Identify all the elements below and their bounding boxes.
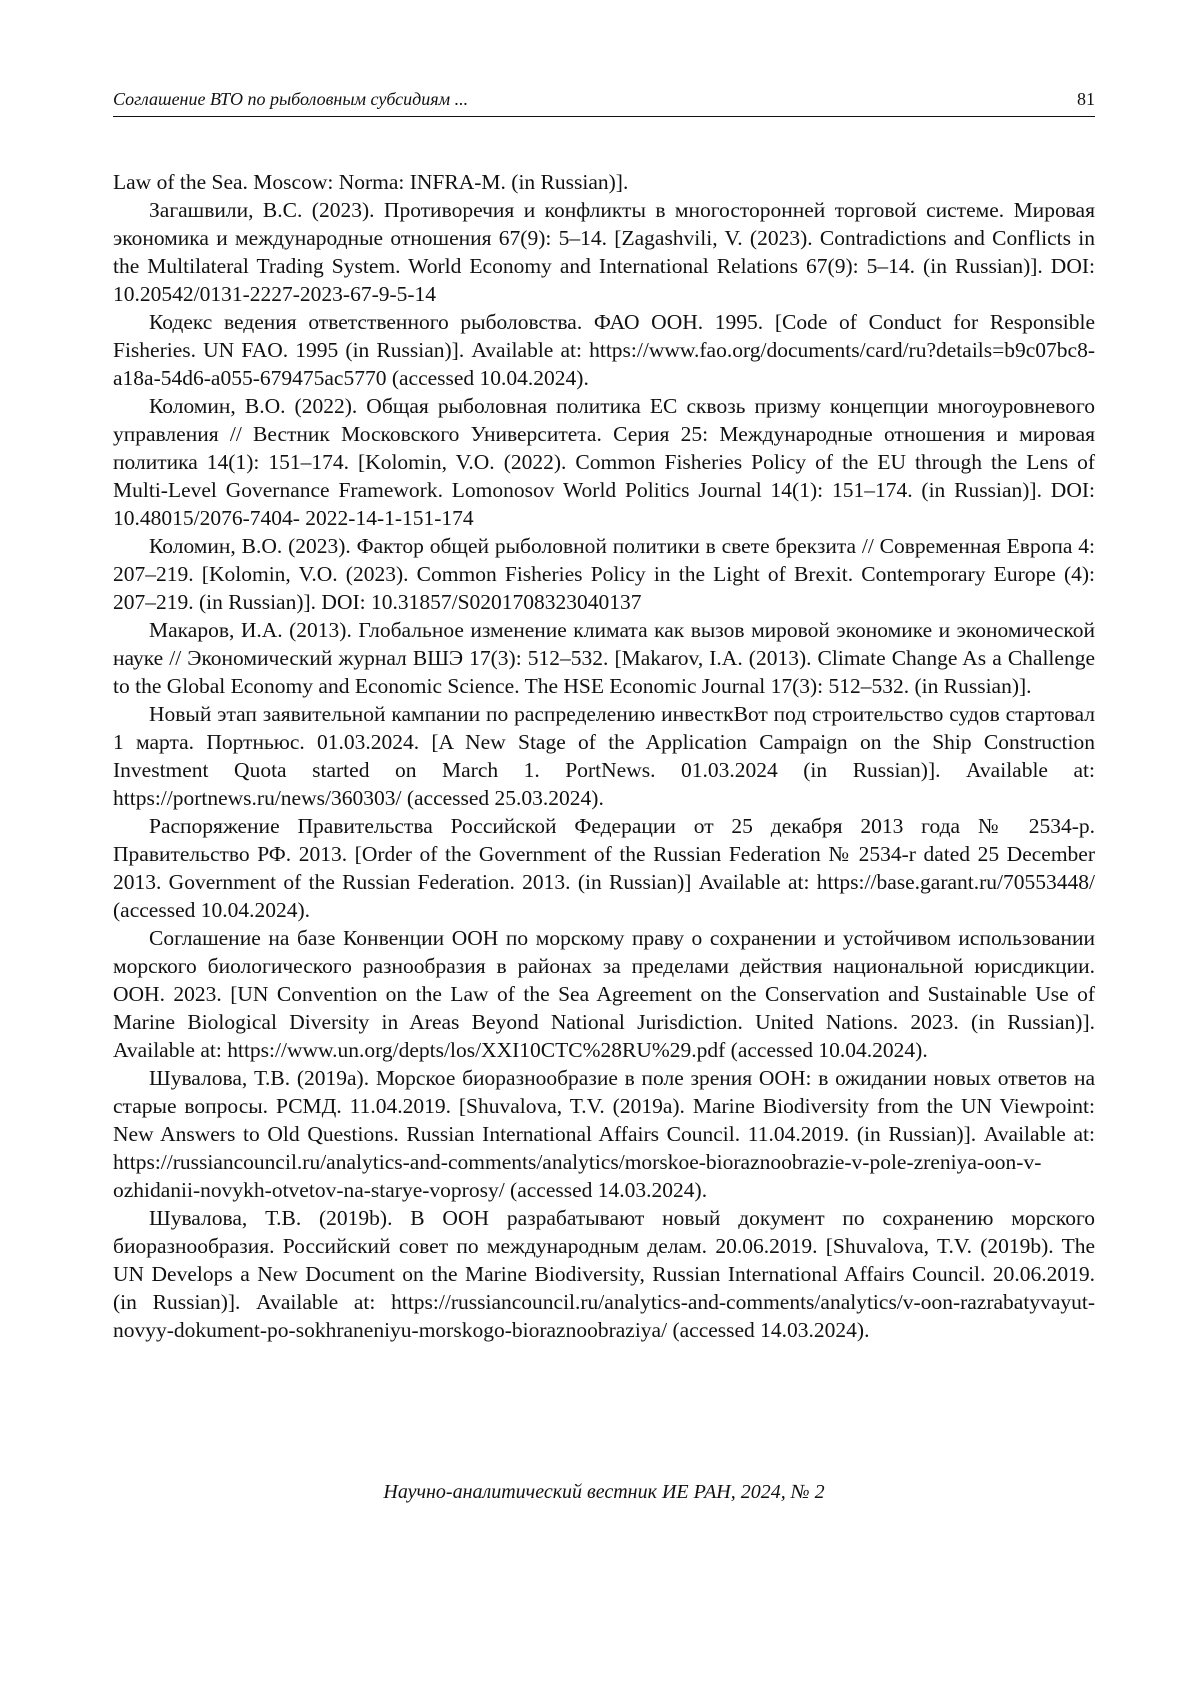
- page-number: 81: [1077, 89, 1095, 109]
- reference-list: [113, 168, 1095, 1344]
- reference-entry: Макаров, И.А. (2013). Глобальное изменение климата как вызов мировой экономике и экономической науке // Экономический журнал ВШЭ 17(3): 512–532. [Makarov, I.A. (2013). Climate Change As a Challenge to the Global Economy and Economic Science. The HSE Economic Journal 17(3): 512–532. (in Russian)].: [113, 618, 1095, 698]
- reference-entry: Кодекс ведения ответственного рыболовства. ФАО ООН. 1995. [Code of Conduct for Responsible Fisheries. UN FAO. 1995 (in Russian)]. Available at: https://www.fao.org/documents/​card/ru?details=b9c07bc8-a18a-54d6-a055-679475ac5770 (accessed 10.04.2024).: [113, 310, 1095, 390]
- reference-entry: Соглашение на базе Конвенции ООН по морскому праву о сохранении и устойчивом использовании морского биологического разнообразия в районах за пределами действия национальной юрисдикции. ООН. 2023. [UN Convention on the Law of the Sea Agreement on the Conservation and Sustainable Use of Marine Biological Diversity in Areas Beyond National Jurisdiction. United Nations. 2023. (in Russian)]. Available at: https://www.un.org/depts/los/XXI10CTC%​28RU%29.pdf (accessed 10.04.2024).: [113, 926, 1095, 1062]
- reference-entry: Шувалова, Т.В. (2019a). Морское биоразнообразие в поле зрения ООН: в ожидании новых ответов на старые вопросы. РСМД. 11.04.2019. [Shuvalova, T.V. (2019a). Marine Biodiversity from the UN Viewpoint: New Answers to Old Questions. Russian International Affairs Council. 11.04.2019. (in Russian)]. Available at: https://russiancouncil.ru/analytics-and-comments/analytics/​morskoe-bioraznoobrazie-v-pole-zreniya-oon-v-ozhidanii-novykh-otvetov-na-starye-voprosy/ (accessed 14.03.2024).: [113, 1066, 1095, 1202]
- reference-entry: Загашвили, В.С. (2023). Противоречия и конфликты в многосторонней торговой системе. Мировая экономика и международные отношения 67(9): 5–14. [Zagashvili, V. (2023). Contradictions and Conflicts in the Multilateral Trading System. World Economy and International Relations 67(9): 5–14. (in Russian)]. DOI: 10.20542/0131-2227-2023-67-9-5-14: [113, 198, 1095, 306]
- document-page: [113, 0, 1095, 1698]
- reference-entry: Шувалова, Т.В. (2019b). В ООН разрабатывают новый документ по сохранению морского биоразнообразия. Российский совет по международным делам. 20.06.2019. [Shuvalova, T.V. (2019b). The UN Develops a New Document on the Marine Biodiversity, Russian International Affairs Council. 20.06.2019. (in Russian)]. Available at: https://russiancouncil.ru/analytics-and-​comments/analytics/v-oon-razrabatyvayut-novyy-dokument-po-sokhraneniyu-morskogo-​bioraznoobraziya/ (accessed 14.03.2024).: [113, 1206, 1095, 1342]
- reference-entry: Распоряжение Правительства Российской Федерации от 25 декабря 2013 года № 2534-р. Правительство РФ. 2013. [Order of the Government of the Russian Federation № 2534-r dated 25 December 2013. Government of the Russian Federation. 2013. (in Russian)] Available at: https://base.garant.ru/70553448/ (accessed 10.04.2024).: [113, 814, 1095, 922]
- running-header: [113, 86, 1095, 117]
- journal-footer: Научно-аналитический вестник ИЕ РАН, 2024, № 2: [383, 1481, 825, 1503]
- running-header-title: Соглашение ВТО по рыболовным субсидиям ...: [113, 89, 469, 109]
- reference-entry: Коломин, В.О. (2023). Фактор общей рыболовной политики в свете брекзита // Современная Европа 4: 207–219. [Kolomin, V.O. (2023). Common Fisheries Policy in the Light of Brexit. Contemporary Europe (4): 207–219. (in Russian)]. DOI: 10.31857/S0201708323040137: [113, 534, 1095, 614]
- reference-entry: Коломин, В.О. (2022). Общая рыболовная политика ЕС сквозь призму концепции многоуровневого управления // Вестник Московского Университета. Серия 25: Международные отношения и мировая политика 14(1): 151–174. [Kolomin, V.O. (2022). Common Fisheries Policy of the EU through the Lens of Multi-Level Governance Framework. Lomonosov World Politics Journal 14(1): 151–174. (in Russian)]. DOI: 10.48015/2076-7404- 2022-14-1-151-174: [113, 394, 1095, 530]
- reference-entry: Новый этап заявительной кампании по распределению инвесткВот под строительство судов стартовал 1 марта. Портньюс. 01.03.2024. [A New Stage of the Application Campaign on the Ship Construction Investment Quota started on March 1. PortNews. 01.03.2024 (in Russian)]. Available at: https://portnews.ru/news/360303/ (accessed 25.03.2024).: [113, 702, 1095, 810]
- reference-entry-continued: Law of the Sea. Moscow: Norma: INFRA-M. (in Russian)].: [113, 170, 629, 194]
